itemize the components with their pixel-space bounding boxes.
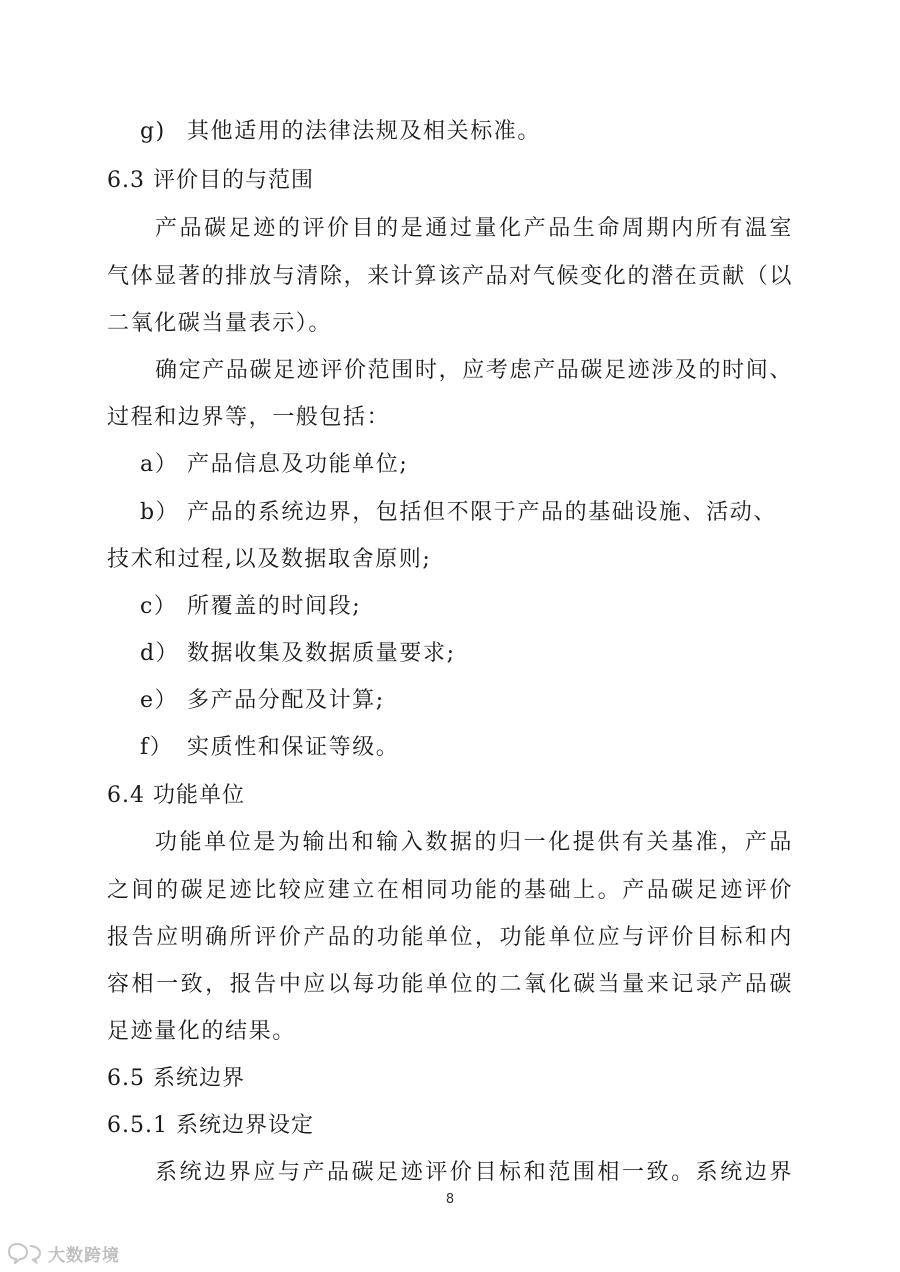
- paragraph-line: 容相一致，报告中应以每功能单位的二氧化碳当量来记录产品碳: [107, 972, 793, 997]
- paragraph-line: 气体显著的排放与清除，来计算该产品对气候变化的潜在贡献（以: [107, 264, 793, 289]
- subsection-heading-6-5-1: 6.5.1 系统边界设定: [107, 1113, 314, 1138]
- list-item-text: 产品信息及功能单位;: [187, 452, 409, 477]
- list-item-text: 产品的系统边界，包括但不限于产品的基础设施、活动、: [187, 500, 778, 525]
- paragraph-line: 确定产品碳足迹评价范围时，应考虑产品碳足迹涉及的时间、: [155, 358, 793, 383]
- paragraph-line: 产品碳足迹的评价目的是通过量化产品生命周期内所有温室: [155, 216, 793, 241]
- list-item-text: 所覆盖的时间段;: [187, 594, 362, 619]
- paragraph-line: 之间的碳足迹比较应建立在相同功能的基础上。产品碳足迹评价: [107, 878, 793, 903]
- paragraph-line: 报告应明确所评价产品的功能单位，功能单位应与评价目标和内: [107, 925, 793, 950]
- paragraph-line: 足迹量化的结果。: [107, 1019, 296, 1044]
- list-item-label: d）: [140, 641, 180, 666]
- list-item-c: [140, 592, 361, 622]
- list-item-label: e）: [140, 688, 179, 713]
- list-item-e: [140, 686, 385, 716]
- list-item-b-continuation: 技术和过程,以及数据取舍原则;: [107, 547, 432, 572]
- list-item-label: b）: [140, 500, 180, 525]
- list-item-label: a）: [140, 452, 179, 477]
- list-item-f: [140, 733, 399, 763]
- list-item-d: [140, 639, 456, 669]
- section-heading-6-3: 6.3 评价目的与范围: [107, 168, 314, 193]
- list-item-b: [140, 498, 777, 528]
- list-item-label: c）: [140, 594, 178, 619]
- watermark-text: 大数跨境: [48, 1245, 120, 1266]
- paragraph-line: 过程和边界等，一般包括：: [107, 405, 391, 430]
- list-item-text: 多产品分配及计算;: [187, 688, 385, 713]
- section-heading-6-5: 6.5 系统边界: [107, 1066, 245, 1091]
- paragraph-line: 系统边界应与产品碳足迹评价目标和范围相一致。系统边界: [155, 1160, 793, 1185]
- watermark: [8, 1240, 120, 1266]
- section-heading-6-4: 6.4 功能单位: [107, 783, 245, 808]
- list-item-label: g): [140, 119, 166, 144]
- chat-bubble-logo-icon: [8, 1242, 42, 1264]
- list-item-g: [140, 117, 541, 147]
- page-number: 8: [445, 1192, 455, 1207]
- paragraph-line: 二氧化碳当量表示）。: [107, 311, 333, 336]
- list-item-text: 数据收集及数据质量要求;: [187, 641, 456, 666]
- paragraph-line: 功能单位是为输出和输入数据的归一化提供有关基准，产品: [155, 830, 793, 855]
- list-item-text: 其他适用的法律法规及相关标准。: [187, 119, 542, 144]
- list-item-a: [140, 450, 408, 480]
- list-item-text: 实质性和保证等级。: [187, 735, 400, 760]
- list-item-label: f）: [140, 735, 174, 760]
